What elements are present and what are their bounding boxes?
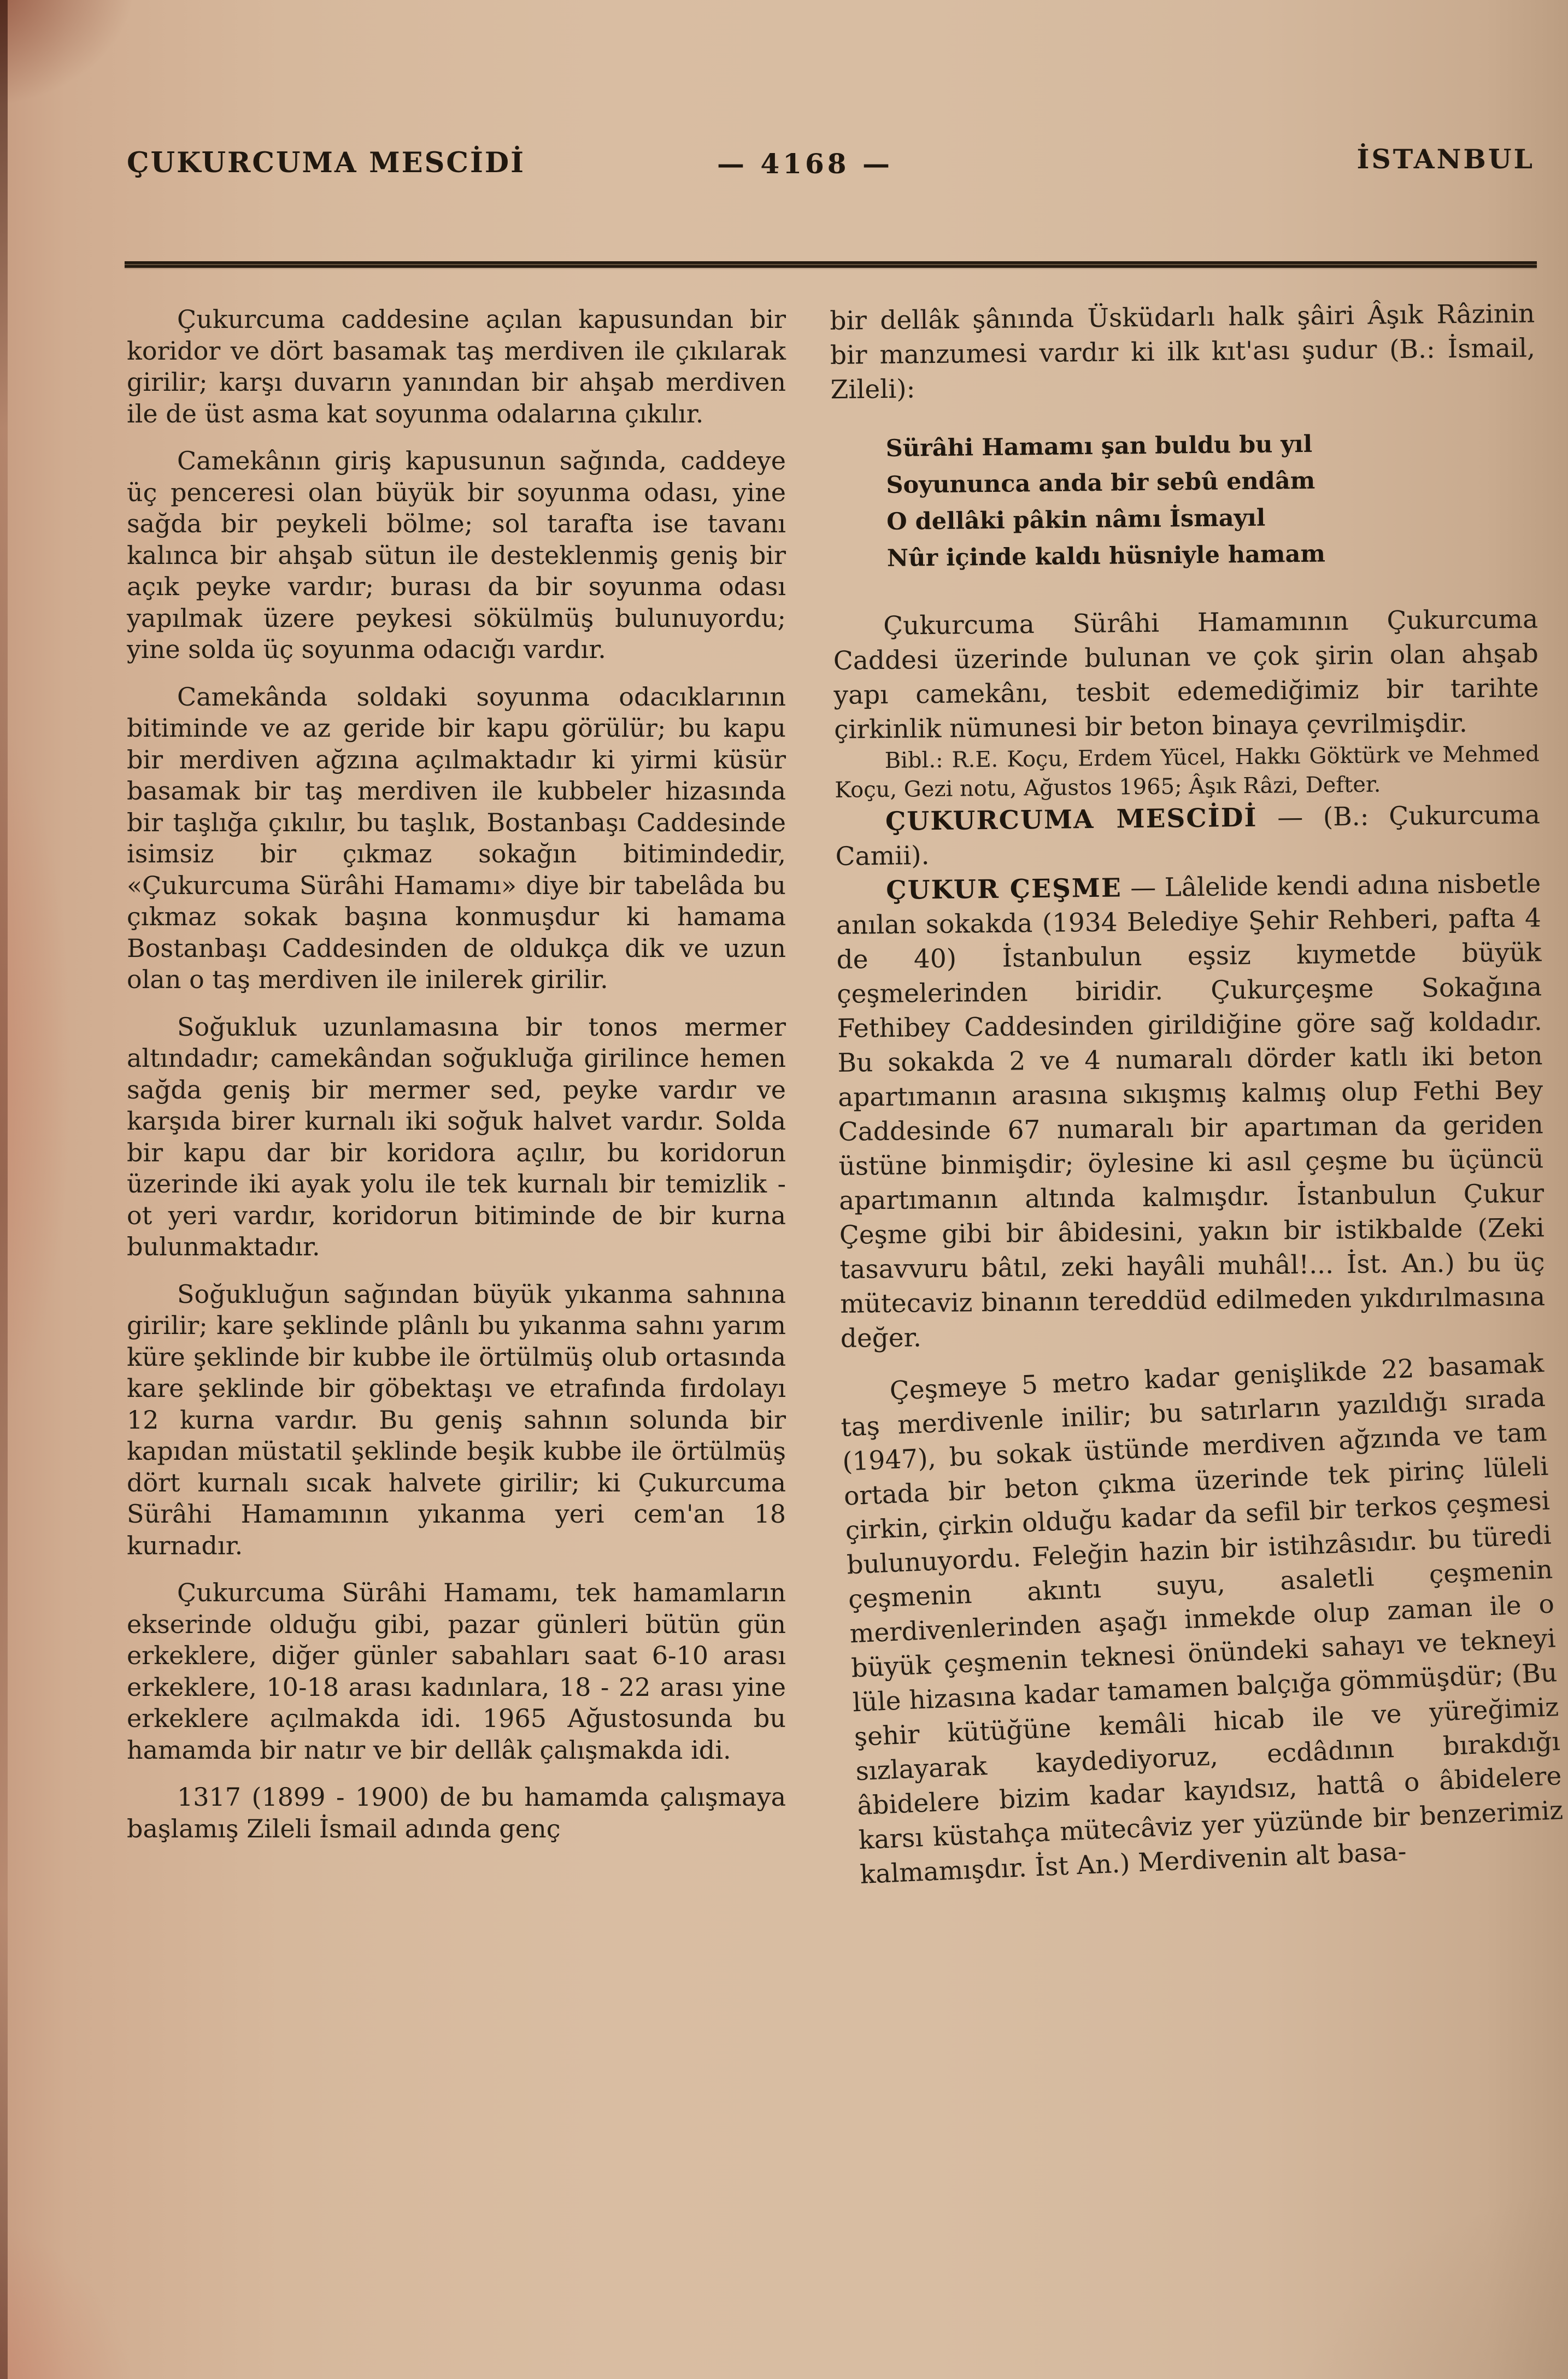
entry-text: — (B.: Çukurcuma Camii). [835,800,1541,872]
scan-edge-shadow [0,0,8,2379]
entry-cukur-cesme [836,866,1546,1355]
poem-line-2: Soyununca anda bir sebû endâm [886,467,1316,499]
left-paragraph-3: Camekânda soldaki soyunma odacıklarının bitiminde ve az geride bir kapu görülür; bu kapu bir merdiven ağzına açılmaktadır ki yirmi küsür basamak bir taş merdiven ile kubbeler hizasında bir taşlığa çıkılır, bu taşlık, Bostanbaşı Caddesinde isimsiz bir çıkmaz sokağın bitimindedir, «Çukurcuma Sürâhi Hamamı» diye bir tabelâda bu çıkmaz sokak başına konmuşdur ki hamama Bostanbaşı Caddesinden de oldukça dik ve uzun olan o taş merdiven ile inilerek girilir. [127,682,786,994]
entry-cukurcuma-mescidi [835,797,1541,874]
poem-line-1: Sürâhi Hamamı şan buldu bu yıl [885,430,1313,462]
header-rule-divider [125,261,1537,268]
camekan-paragraph: Çukurcuma Sürâhi Hamamının Çukurcuma Caddesi üzerinde bulunan ve çok şirin olan ahşab yapı camekânı, tesbit edemediğimiz bir tarihte çirkinlik nümunesi bir beton binaya çevrilmişdir. [833,604,1539,745]
header-entry-title: ÇUKURCUMA MESCİDİ [127,146,525,179]
right-column [830,296,1564,1892]
left-paragraph-1: Çukurcuma caddesine açılan kapusundan bir koridor ve dört basamak taş merdiven ile çıkılarak girilir; karşı duvarın yanından bir ahşab merdiven ile de üst asma kat soyunma odalarına çıkılır. [127,304,786,428]
poem-line-4: Nûr içinde kaldı hüsniyle hamam [886,540,1326,572]
bibliography-note: Bibl.: R.E. Koçu, Erdem Yücel, Hakkı Göktürk ve Mehmed Koçu, Gezi notu, Ağustos 1965; Âşık Râzi, Defter. [835,741,1540,803]
entry-title: ÇUKURCUMA MESCİDİ [885,802,1258,837]
poem-line-3: O dellâki pâkin nâmı İsmayıl [886,504,1266,536]
page-header [127,143,1536,185]
curved-page-section [839,1346,1565,1892]
left-paragraph-7: 1317 (1899 - 1900) de bu hamamda çalışmaya başlamış Zileli İsmail adında genç [127,1782,786,1843]
poem-block [885,424,1537,577]
continuation-paragraph: bir dellâk şânında Üsküdarlı halk şâiri Âşık Râzinin bir manzumesi vardır ki ilk kıt'ası şudur (B.: İsmail, Zileli): [830,298,1536,405]
left-paragraph-6: Çukurcuma Sürâhi Hamamı, tek hamamların ekserinde olduğu gibi, pazar günleri bütün gün erkeklere, diğer günler sabahları saat 6-10 arası erkeklere, 10-18 arası kadınlara, 18 - 22 arası yine erkeklere açılmakda idi. 1965 Ağustosunda bu hamamda bir natır ve bir dellâk çalışmakda idi. [127,1578,786,1765]
header-page-number: — 4168 — [717,148,893,180]
cesme-paragraph: Çeşmeye 5 metro kadar genişlikde 22 basamak taş merdivenle inilir; bu satırların yazıldığı sırada (1947), bu sokak üstünde merdiven ağzında ve tam ortada bir beton çıkma üzerinde tek pirinç lüleli çirkin, çirkin olduğu kadar da sefil bir terkos çeşmesi bulunuyordu. Feleğin hazin bir istihzâsıdır. bu türedi çeşmenin akıntı suyu, asaletli çeşmenin merdivenlerinden aşağı inmekde olup zaman ile o büyük çeşmenin teknesi önündeki sahayı ve tekneyi lüle hizasına kadar tamamen balçığa gömmüşdür; (Bu şehir kütüğüne kemâli hicab ile ve yüreğimiz sızlayarak kaydediyoruz, ecdâdının bırakdığı âbidelere bizim kadar kayıdsız, hattâ o âbidelere karsı küstahça mütecâviz yer yüzünde bir benzerimiz kalmamışdır. İst An.) Merdivenin alt basa- [840,1348,1564,1890]
left-paragraph-4: Soğukluk uzunlamasına bir tonos mermer altındadır; camekândan soğukluğa girilince hemen sağda geniş bir mermer sed, peyke vardır ve karşıda birer kurnalı iki soğuk halvet vardır. Solda bir kapu dar bir koridora açılır, bu koridorun üzerinde iki ayak yolu ile tek kurnalı bir temizlik - ot yeri vardır, koridorun bitiminde de bir kurna bulunmaktadır. [127,1012,786,1261]
left-paragraph-2: Camekânın giriş kapusunun sağında, caddeye üç penceresi olan büyük bir soyunma odası, yine sağda bir peykeli bölme; sol tarafta ise tavanı kalınca bir ahşab sütun ile desteklenmiş geniş bir açık peyke vardır; burası da bir soyunma odası yapılmak üzere peykesi sökülmüş bulunuyordu; yine solda üç soyunma odacığı vardır. [127,446,786,664]
entry-title: ÇUKUR ÇEŞME [885,873,1123,906]
header-volume-title: İSTANBUL [1356,143,1535,175]
left-paragraph-5: Soğukluğun sağından büyük yıkanma sahnına girilir; kare şeklinde plânlı bu yıkanma sahnı yarım küre şeklinde bir kubbe ile örtülmüş olub ortasında kare şeklinde bir göbektaşı ve etrafında fırdolayı 12 kurna vardır. Bu geniş sahnın solunda bir kapıdan müstatil şeklinde beşik kubbe ile örtülmüş dört kurnalı sıcak halvete girilir; ki Çukurcuma Sürâhi Hamamının yıkanma yeri cem'an 18 kurnadır. [127,1279,786,1560]
left-column [127,304,786,1845]
entry-text: — Lâlelide kendi adına nisbetle anılan sokakda (1934 Belediye Şehir Rehberi, pafta 4 de 40) İstanbulun eşsiz kıymetde büyük çeşmelerinden biridir. Çukurçeşme Sokağına Fethibey Caddesinden girildiğine göre sağ koldadır. Bu sokakda 2 ve 4 numaralı dörder katlı iki beton apartımanın arasına sıkışmış kalmış olup Fethi Bey Caddesinde 67 numaralı bir apartıman da geriden üstüne binmişdir; öylesine ki asıl çeşme bu üçüncü apartımanın altında kalmışdır. İstanbulun Çukur Çeşme gibi bir âbidesini, yakın bir istikbalde (Zeki tasavvuru bâtıl, zeki hayâli muhâl!... İst. An.) bu üç mütecaviz binanın tereddüd edilmeden yıkdırılmasına değer. [836,868,1546,1354]
